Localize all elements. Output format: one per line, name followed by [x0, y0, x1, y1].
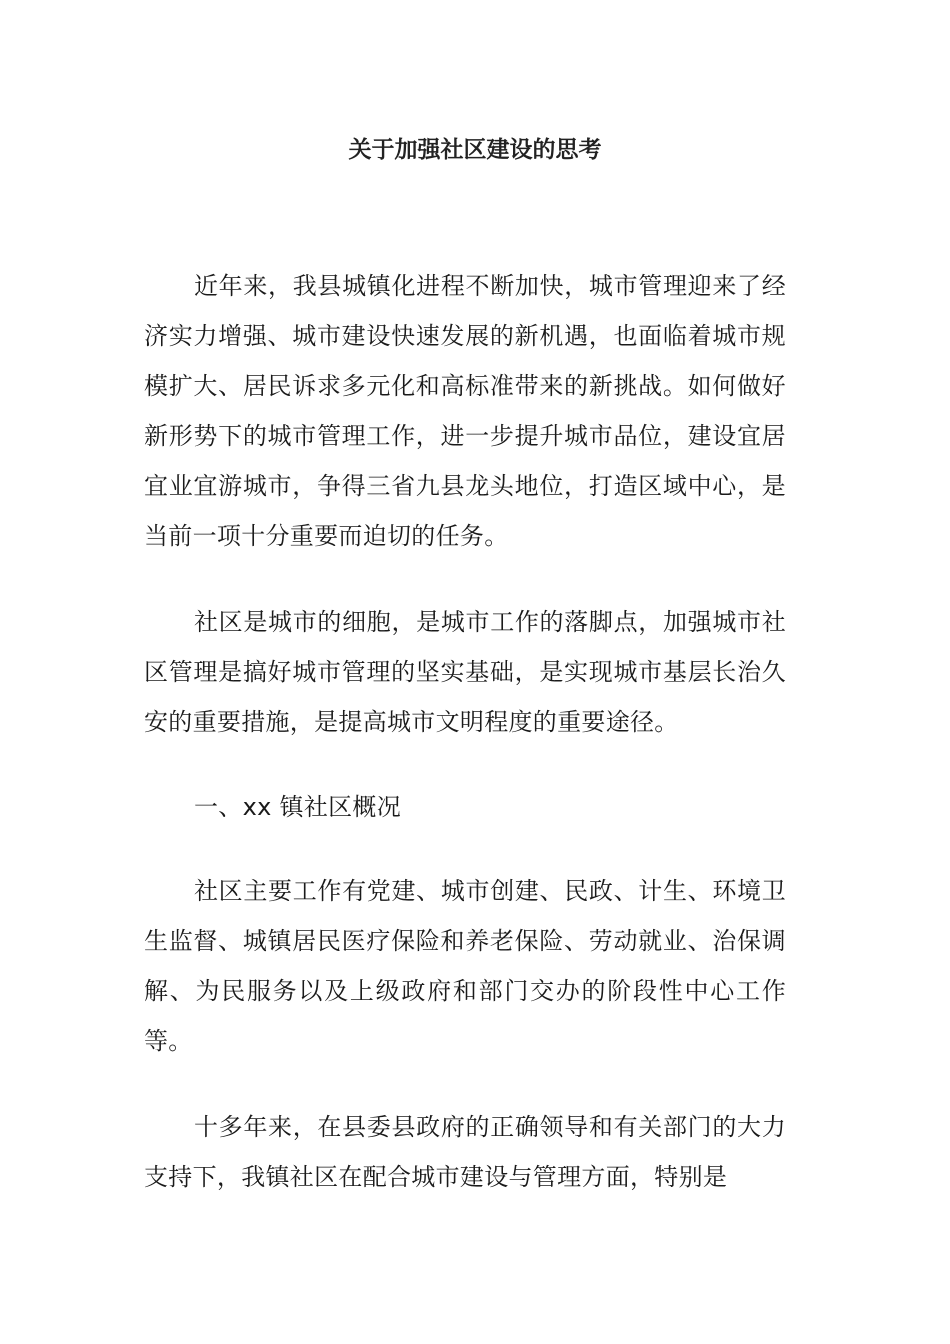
- paragraph-community-role: 社区是城市的细胞，是城市工作的落脚点，加强城市社区管理是搞好城市管理的坚实基础，是实现城市基层长治久安的重要措施，是提高城市文明程度的重要途径。: [144, 608, 786, 736]
- section-heading-overview: 一、xx 镇社区概况: [194, 793, 402, 821]
- paragraph-main-work: 社区主要工作有党建、城市创建、民政、计生、环境卫生监督、城镇居民医疗保险和养老保险、劳动就业、治保调解、为民服务以及上级政府和部门交办的阶段性中心工作等。: [144, 877, 786, 1055]
- paragraph-history: 十多年来，在县委县政府的正确领导和有关部门的大力支持下，我镇社区在配合城市建设与管理方面，特别是: [144, 1113, 786, 1191]
- paragraph-intro: 近年来，我县城镇化进程不断加快，城市管理迎来了经济实力增强、城市建设快速发展的新机遇，也面临着城市规模扩大、居民诉求多元化和高标准带来的新挑战。如何做好新形势下的城市管理工作，进一步提升城市品位，建设宜居宜业宜游城市，争得三省九县龙头地位，打造区域中心，是当前一项十分重要而迫切的任务。: [144, 272, 786, 550]
- document-title: 关于加强社区建设的思考: [348, 137, 602, 163]
